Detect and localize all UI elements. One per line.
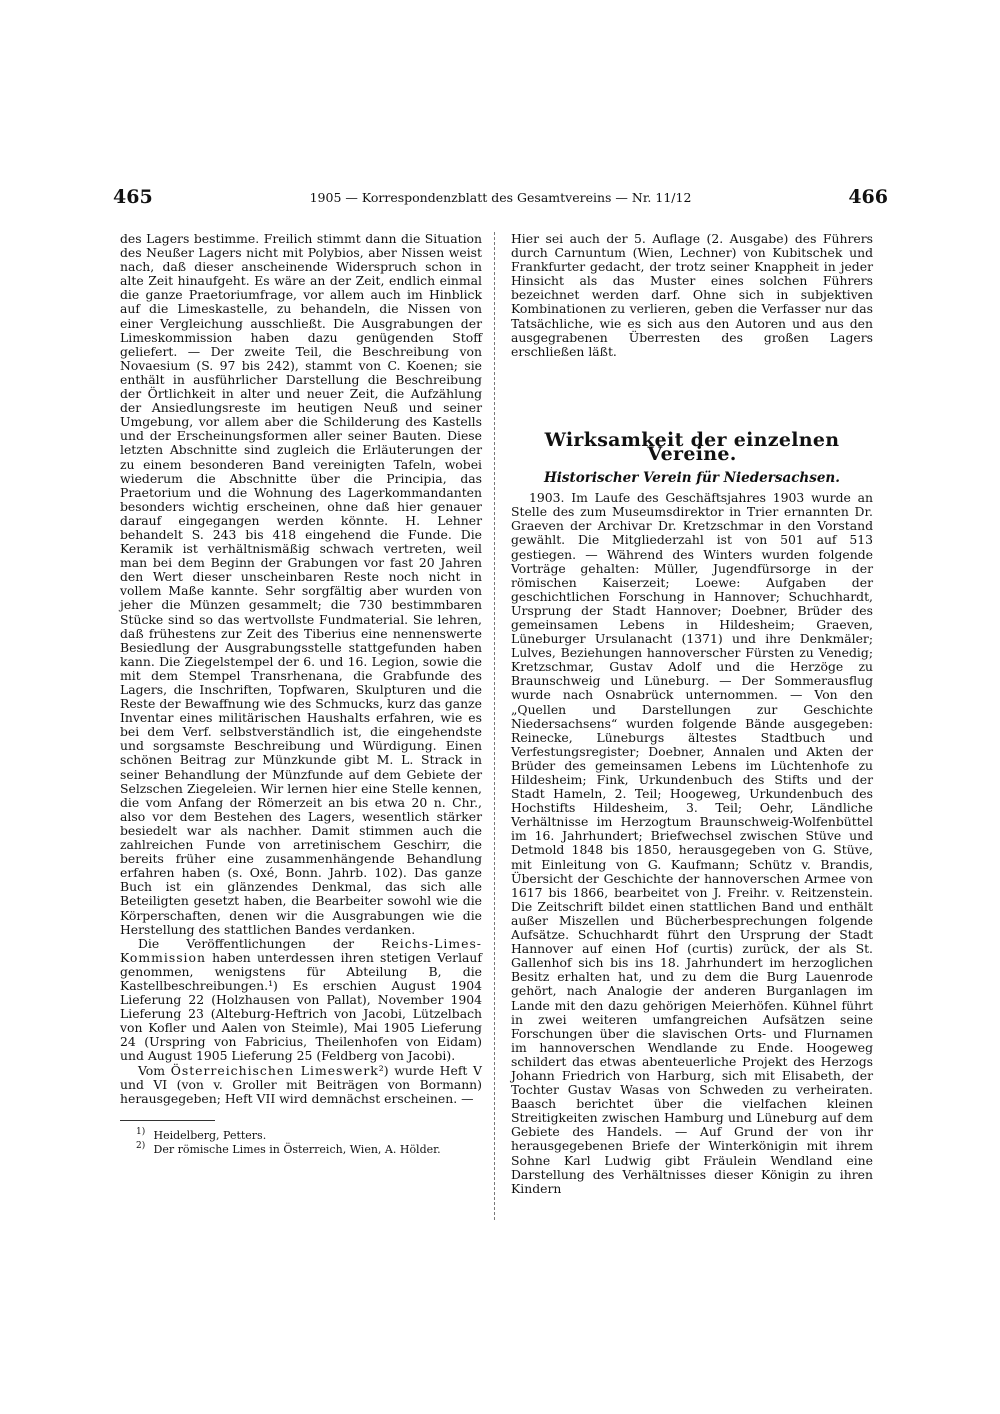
footnote: 2) Der römische Limes in Österreich, Wien, A. Hölder. — [136, 1141, 441, 1156]
paragraph: des Lagers bestimme. Freilich stimmt dann die Situation des Neußer Lagers nicht mit Polybios, aber Nissen weist nach, daß dieser anscheinende Widerspruch schon in alte Zeit hinaufgeht. Es wäre an der Zeit, endlich einmal die ganze Praetoriumfrage, vor allem auch im Hinblick auf die Limeskastelle, zu behandeln, die Nissen von einer Vergleichung ausschließt. Die Ausgrabungen der Limeskommission haben dazu genügenden Stoff geliefert. — Der zweite Teil, die Beschreibung von Novaesium (S. 97 bis 242), stammt von C. Koenen; sie enthält in ausführlicher Darstellung die Beschreibung der Örtlichkeit in alter und neuer Zeit, die Aufzählung der Ansiedlungsreste im heutigen Neuß und seiner Umgebung, vor allem aber die Schilderung des Kastells und der Erscheinungsformen aller seiner Bauten. Diese letzten Abschnitte sind zugleich die Erläuterungen der zu einem besonderen Band vereinigten Tafeln, wobei wiederum die Abschnitte über die Principia, das Praetorium und die Wohnung des Lagerkommandanten besonders wichtig erscheinen, ohne daß hier genauer darauf eingegangen werden könnte. H. Lehner behandelt S. 243 bis 418 eingehend die Funde. Die Keramik ist verhältnismäßig schwach vertreten, weil man bei dem Beginn der Grabungen vor fast 20 Jahren den Wert dieser unscheinbaren Reste noch nicht in vollem Maße kannte. Sehr sorgfältig aber wurden von jeher die Münzen gesammelt; die 730 bestimmbaren Stücke sind so das wertvollste Fundmaterial. Sie lehren, daß frühestens zur Zeit des Tiberius eine nennenswerte Besiedlung der Ausgrabungsstelle stattgefunden haben kann. Die Ziegelstempel der 6. und 16. Legion, sowie die mit dem Stempel Transrhenana, die Grabfunde des Lagers, die Inschriften, Topfwaren, Skulpturen und die Reste der Bewaffnung wie des Schmucks, kurz das ganze Inventar eines militärischen Haushalts erfahren, wie es bei dem Verf. selbstverständlich ist, die eingehendste und sorgsamste Beschreibung und Würdigung. Einen schönen Beitrag zur Münzkunde gibt M. L. Strack in seiner Behandlung der Münzfunde auf dem Gebiete der Selzschen Ziegeleien. Wir lernen hier eine Stelle kennen, die vom Anfang der Römerzeit an bis etwa 20 n. Chr., also vor dem Bestehen des Lagers, wesentlich stärker besiedelt war als nachher. Damit stimmen auch die zahlreichen Funde von arretinischem Geschirr, die bereits früher eine zusammenhängende Behandlung erfahren haben (s. Oxé, Bonn. Jahrb. 102). Das ganze Buch ist ein glänzendes Denkmal, das sich alle Beteiligten gesetzt haben, die Bearbeiter sowohl wie die Körperschaften, denen wir die Ausgrabungen wie die Herstellung des stattlichen Bandes verdanken. — [120, 231, 482, 937]
column-divider — [494, 232, 495, 1220]
emphasized-term: Österreichischen Limeswerk — [170, 1062, 379, 1078]
paragraph: Hier sei auch der 5. Auflage (2. Ausgabe) des Führers durch Carnuntum (Wien, Lechner) von Kubitschek und Frankfurter gedacht, der trotz seiner Knappheit in jeder Hinsicht als das Muster eines solchen Führers bezeichnet werden darf. Ohne sich in subjektiven Kombinationen zu verlieren, geben die Verfasser nur das Tatsächliche, wie es sich aus den Autoren und aus den ausgegrabenen Überresten des großen Lagers erschließen läßt. — [511, 231, 873, 359]
paragraph — [120, 1064, 482, 1106]
page-header — [113, 186, 888, 216]
paragraph-text: haben unterdessen ihren stetigen Verlauf genommen, wenigstens für Abteilung B, die Kastellbeschreibungen.¹) Es erschien August 1904 Lieferung 22 (Holzhausen von Pallat), November 1904 Lieferung 23 (Alteburg-Heftrich von Jacobi, Lützelbach von Kofler und Aalen von Steimle), Mai 1905 Lieferung 24 (Urspring von Fabricius, Theilenhofen von Eidam) und August 1905 Lieferung 25 (Feldberg von Jacobi). — [120, 949, 482, 1064]
footnote-text: Heidelberg, Petters. — [153, 1128, 267, 1142]
paragraph-text: ²) wurde Heft V und VI (von v. Groller mit Beiträgen von Bormann) herausgegeben; Heft VII wird demnächst erscheinen. — — [120, 1062, 482, 1106]
right-column — [511, 232, 873, 1196]
section-title: Wirksamkeit der einzelnen Vereine. — [544, 428, 840, 465]
footnote-rule — [120, 1120, 215, 1121]
footnote-text: Der römische Limes in Österreich, Wien, A. Hölder. — [153, 1142, 441, 1156]
page-number-right: 466 — [848, 186, 888, 208]
running-title: 1905 — Korrespondenzblatt des Gesamtvereins — Nr. 11/12 — [309, 190, 692, 205]
page-number-left: 465 — [113, 186, 153, 208]
paragraph — [120, 937, 482, 1064]
subsection-title: Historischer Verein für Niedersachsen. — [544, 470, 840, 487]
emphasized-term: Reichs-Limes-Kommission — [120, 935, 482, 965]
footnote: 1) Heidelberg, Petters. — [136, 1127, 267, 1142]
paragraph-lead: Die Veröffentlichungen der — [138, 935, 355, 951]
paragraph-lead: Vom — [138, 1062, 166, 1078]
paragraph: 1903. Im Laufe des Geschäftsjahres 1903 wurde an Stelle des zum Museumsdirektor in Trier ernannten Dr. Graeven der Archivar Dr. Kretzschmar in den Vorstand gewählt. Die Mitgliederzahl ist von 501 auf 513 gestiegen. — Während des Winters wurden folgende Vorträge gehalten: Müller, Jugendfürsorge in der römischen Kaiserzeit; Loewe: Aufgaben der geschichtlichen Forschung in Hannover; Schuchhardt, Ursprung der Stadt Hannover; Doebner, Brüder des gemeinsamen Lebens in Hildesheim; Graeven, Lüneburger Ursulanacht (1371) und ihre Denkmäler; Lulves, Beziehungen hannoverscher Fürsten zu Venedig; Kretzschmar, Gustav Adolf und die Herzöge zu Braunschweig und Lüneburg. — Der Sommerausflug wurde nach Osnabrück unternommen. — Von den „Quellen und Darstellungen zur Geschichte Niedersachsens“ wurden folgende Bände ausgegeben: Reinecke, Lüneburgs ältestes Stadtbuch und Verfestungsregister; Doebner, Annalen und Akten der Brüder des gemeinsamen Lebens im Lüchtenhofe zu Hildesheim; Fink, Urkundenbuch des Stifts und der Stadt Hameln, 2. Teil; Hoogeweg, Urkundenbuch des Hochstifts Hildesheim, 3. Teil; Oehr, Ländliche Verhältnisse im Herzogtum Braunschweig-Wolfenbüttel im 16. Jahrhundert; Briefwechsel zwischen Stüve und Detmold 1848 bis 1850, herausgegeben von G. Stüve, mit Einleitung von G. Kaufmann; Schütz v. Brandis, Übersicht der Geschichte der hannoverschen Armee von 1617 bis 1866, bearbeitet von J. Freihr. v. Reitzenstein. Die Zeitschrift bildet einen stattlichen Band und enthält außer Miszellen und Bücherbesprechungen folgende Aufsätze. Schuchhardt führt den Ursprung der Stadt Hannover auf einen Hof (curtis) zurück, der als St. Gallenhof sich bis ins 18. Jahrhundert im herzoglichen Besitz erhalten hat, und zu dem die Burg Lauenrode gehört, nach Analogie der anderen Burganlagen im Lande mit den dazu gehörigen Meierhöfen. Kühnel führt in zwei weiteren umfangreichen Aufsätzen seine Forschungen über die slavischen Orts- und Flurnamen im hannoverschen Wendlande zu Ende. Hoogeweg schildert das etwas abenteuerliche Projekt des Herzogs Johann Friedrich von Harburg, sich mit Elisabeth, der Tochter Gustav Wasas von Schweden zu verheiraten. Baasch berichtet über die vielfachen kleinen Streitigkeiten zwischen Hamburg und Lüneburg auf dem Gebiete des Handels. — Auf Grund der von ihr herausgegebenen Briefe der Winterkönigin mit ihrem Sohne Karl Ludwig gibt Fräulein Wendland eine Darstellung des Verhältnisses dieser Königin zu ihren Kindern — [511, 490, 873, 1196]
left-column — [120, 232, 482, 1157]
